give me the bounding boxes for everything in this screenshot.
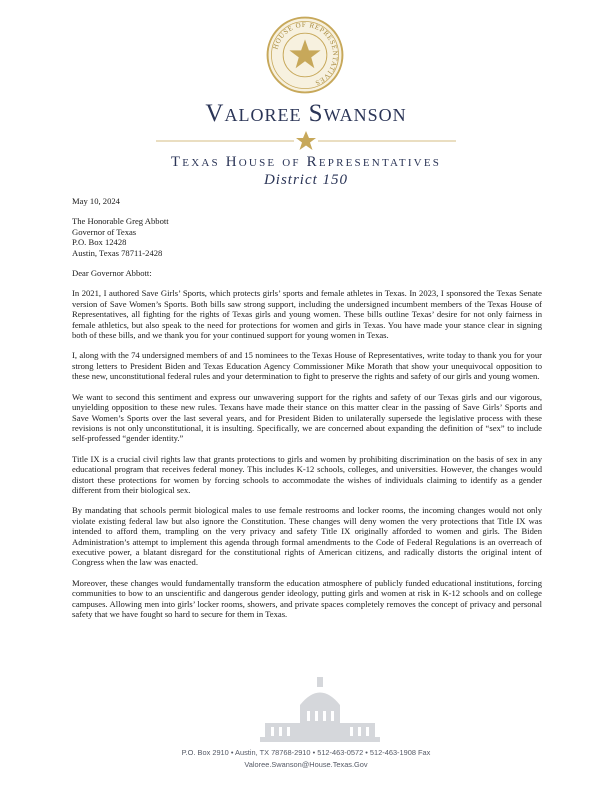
star-divider-icon xyxy=(156,130,456,152)
recipient-line: The Honorable Greg Abbott xyxy=(72,216,169,227)
paragraph: We want to second this sentiment and express our unwavering support for the rights and safety of our Texas girls and our vigorous, unyielding opposition to these new rules. Texans have made their stance on this matter clear in the passing of Save Girls’ Sports and Save Women’s Sports over the last several years, and for President Biden to unilaterally supersede the legislative process with these revisions is not only unconstitutional, it is insulting. Specifically, we are concerned about expanding the definition of “sex” to include self-professed “gender identity.” xyxy=(72,391,542,444)
paragraph: Title IX is a crucial civil rights law that grants protections to girls and women by prohibiting discrimination on the basis of sex in any educational program that receives federal money. This includes K-12 schools, colleges, and universities. However, the changes would distort these protections for women by forcing schools to accommodate the wishes of individuals claiming to identify as a gender different from their biological sex. xyxy=(72,453,542,495)
letterhead xyxy=(0,0,612,190)
recipient-line: P.O. Box 12428 xyxy=(72,237,127,248)
letter-date: May 10, 2024 xyxy=(72,196,120,206)
district-label: District 150 xyxy=(263,172,349,188)
paragraph: I, along with the 74 undersigned members of and 15 nominees to the Texas House of Representatives, write today to thank you for your strong letters to President Biden and Texas Education Agency Commissioner Mike Morath that show your unequivocal opposition to these new, unconstitutional federal rules and your determination to fight to preserve the rights and safety of our girls and young women. xyxy=(72,350,542,382)
recipient-line: Governor of Texas xyxy=(72,226,137,237)
paragraph: By mandating that schools permit biological males to use female restrooms and locker rooms, the incoming changes would not only violate existing federal law but also ignore the Constitution. These changes will deny women the very protections that Title IX was intended to afford them, trampling on the very privacy and safety Title IX originally afforded to women and girls. The Biden Administration’s attempt to implement this agenda through formal amendments to the Code of Federal Regulations is an overreach of executive power, a blatant disregard for the constitutional rights of American citizens, and radically distorts the original intent of Congress when the law was enacted. xyxy=(72,505,542,568)
footer-address: P.O. Box 2910 • Austin, TX 78768-2910 • 512-463-0572 • 512-463-1908 Fax xyxy=(181,748,431,757)
recipient-line: Austin, Texas 78711-2428 xyxy=(72,247,163,258)
paragraph: Moreover, these changes would fundamentally transform the education atmosphere of publicly funded educational institutions, forcing communities to bow to an unscientific and dangerous gender ideology, putting girls and women at risk in K-12 schools and on college campuses. Allowing men into girls’ locker rooms, showers, and private spaces completely removes the concept of privacy and personal safety that we have fought so hard to secure for them in Texas. xyxy=(72,577,542,619)
texas-house-seal-icon xyxy=(266,16,344,94)
footer-email: Valoree.Swanson@House.Texas.Gov xyxy=(244,760,368,769)
seal-text: HOUSE OF REPRESENTATIVES xyxy=(271,20,340,88)
recipient-address xyxy=(72,216,542,258)
capitol-building-icon xyxy=(255,675,385,745)
paragraph: In 2021, I authored Save Girls’ Sports, which protects girls’ sports and female athletes in Texas. In 2023, I sponsored the Texas Senate version of Save Women’s Sports. Both bills saw strong support, including the undersigned incumbent members of the Texas House of Representatives, all fighting for the rights of Texas girls and young women. These bills outline Texas’ desire for not only fairness in female athletics, but also speak to the need for protections for women and girls in Texas. You have made your stance clear in signing both of these bills, and we thank you for your continued support for young women in Texas. xyxy=(72,288,542,341)
letter-body xyxy=(72,196,542,629)
salutation: Dear Governor Abbott: xyxy=(72,268,152,279)
member-name: Valoree Swanson xyxy=(205,100,407,127)
chamber-title: Texas House of Representatives xyxy=(170,154,442,170)
